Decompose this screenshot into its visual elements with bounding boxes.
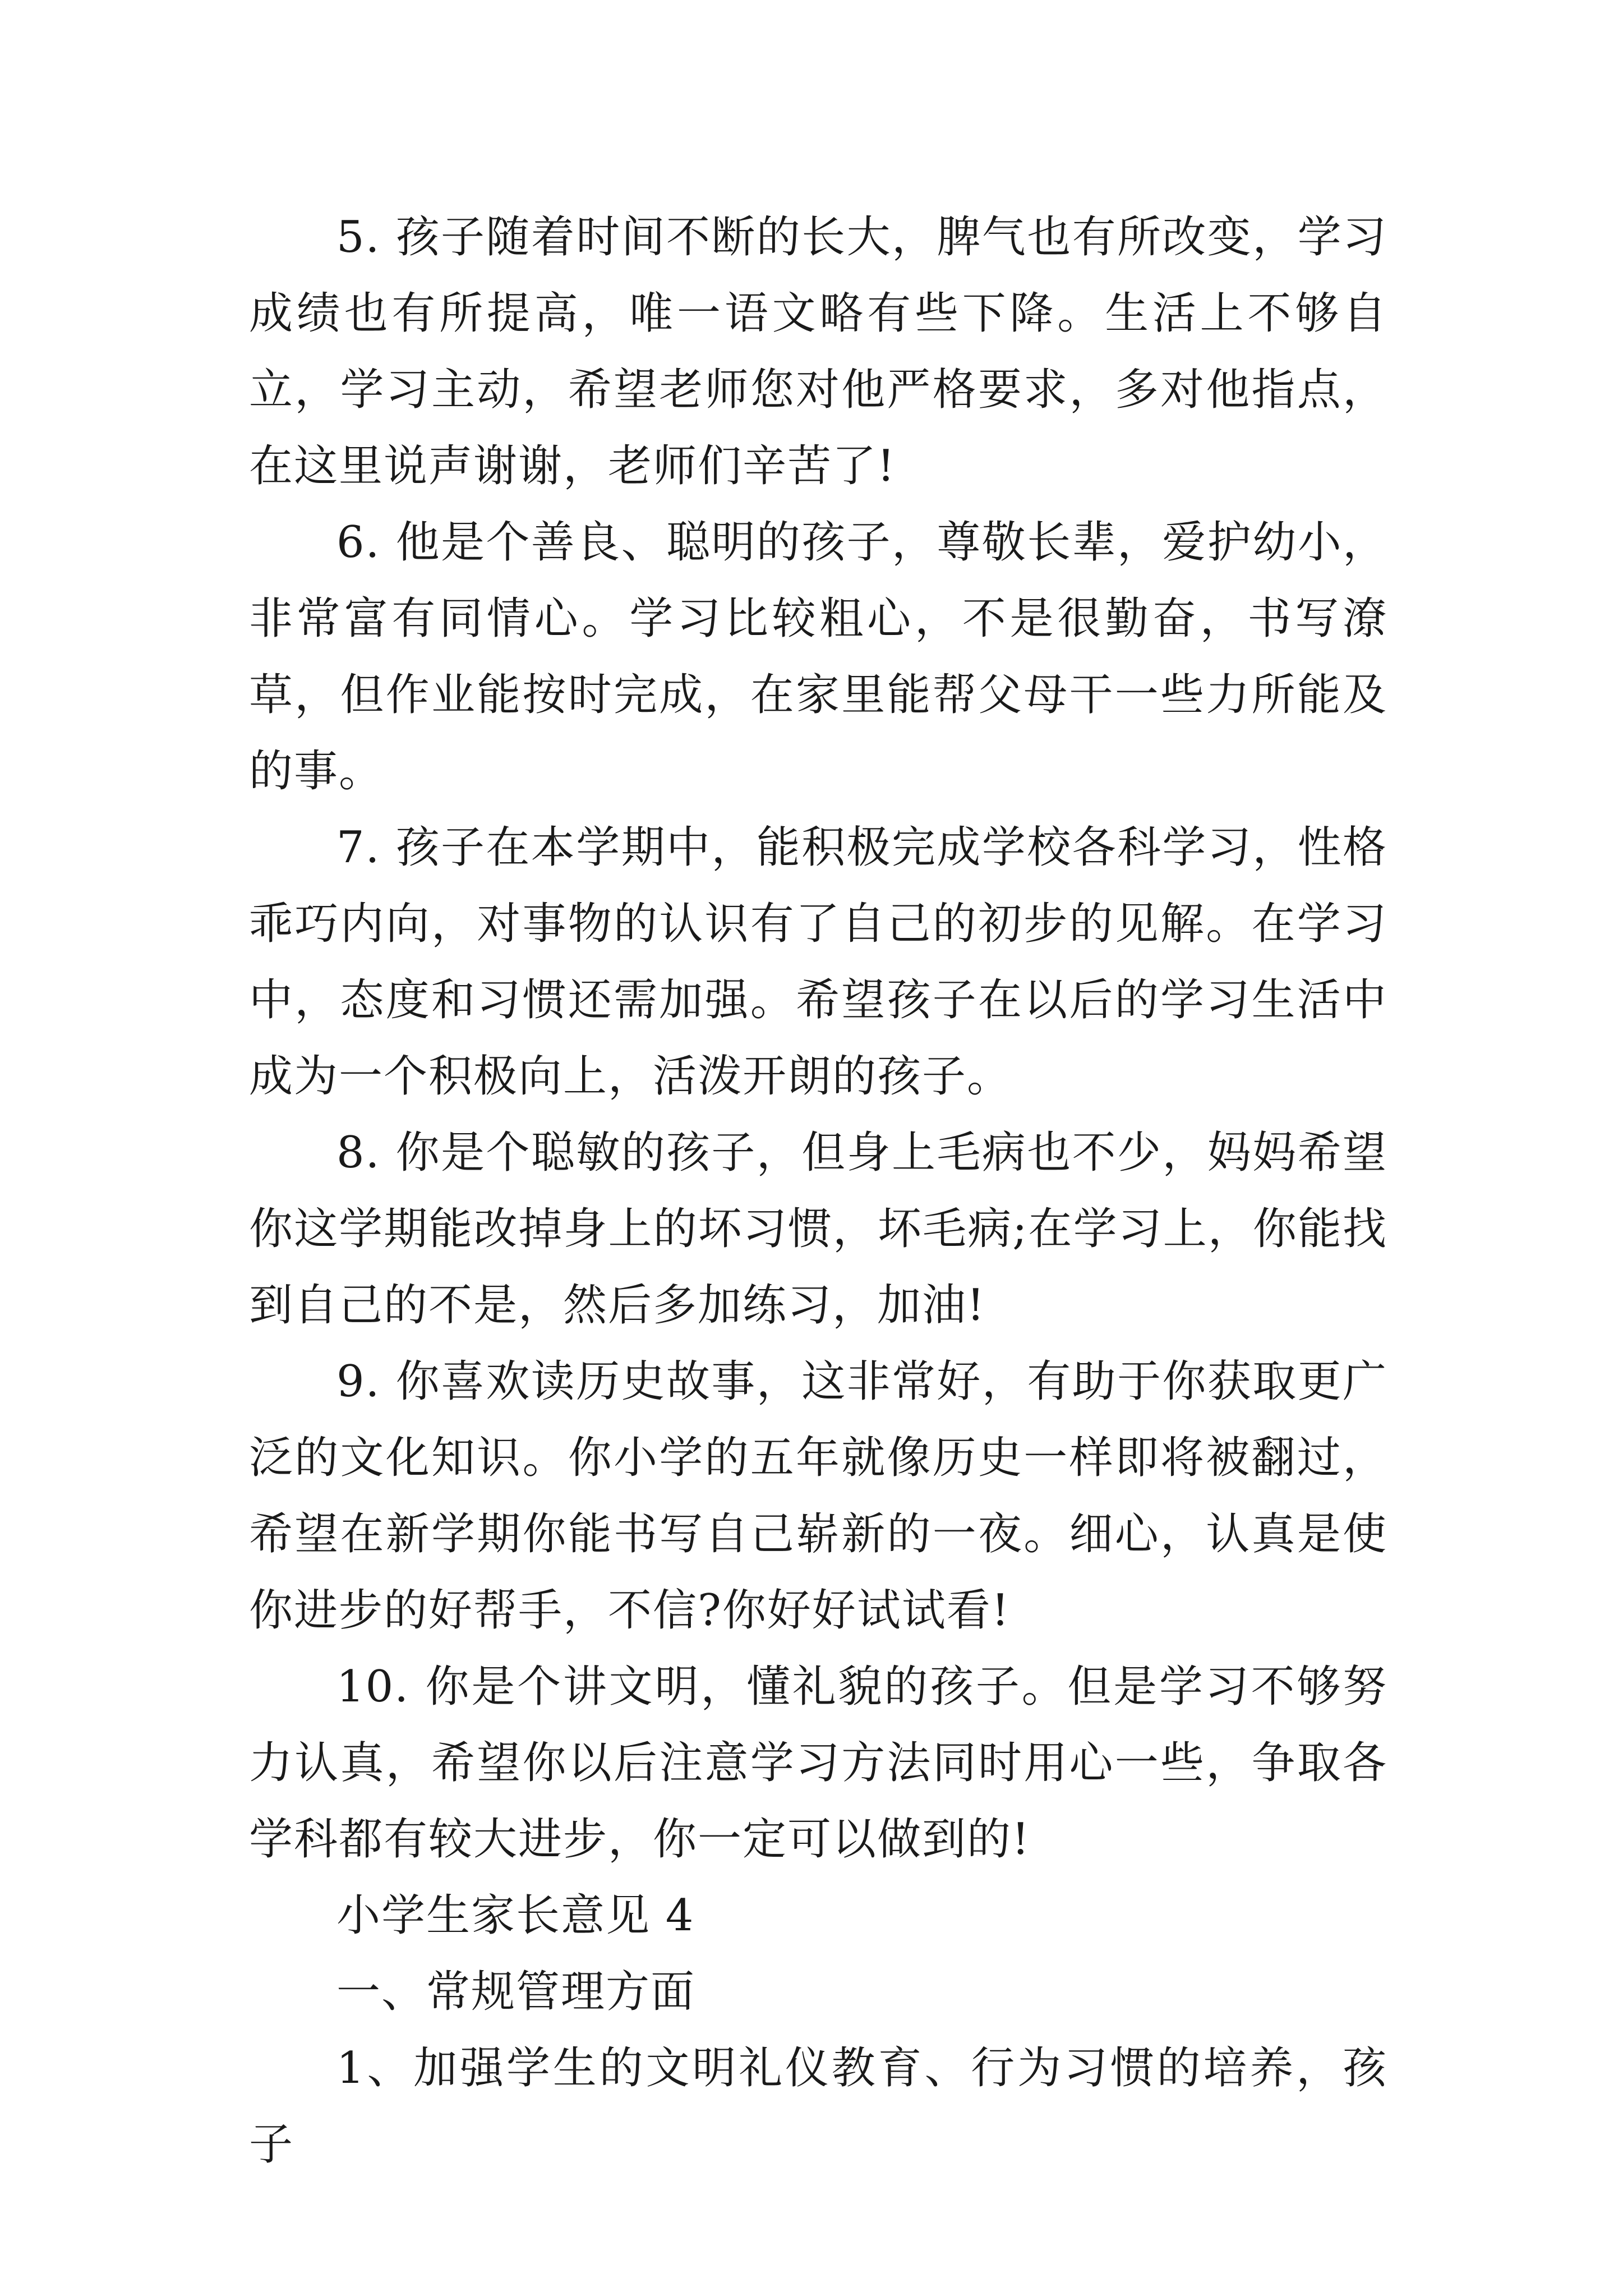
document-body [249, 199, 1387, 2183]
paragraph-item-10: 10. 你是个讲文明，懂礼貌的孩子。但是学习不够努力认真，希望你以后注意学习方法同时用心一些，争取各学科都有较大进步，你一定可以做到的! [249, 1662, 1387, 1865]
paragraph-item-8: 8. 你是个聪敏的孩子，但身上毛病也不少，妈妈希望你这学期能改掉身上的坏习惯，坏毛病;在学习上，你能找到自己的不是，然后多加练习，加油! [249, 1128, 1387, 1331]
paragraph-item-6: 6. 他是个善良、聪明的孩子，尊敬长辈，爱护幼小，非常富有同情心。学习比较粗心，不是很勤奋，书写潦草，但作业能按时完成，在家里能帮父母干一些力所能及的事。 [249, 517, 1387, 797]
paragraph-item-5: 5. 孩子随着时间不断的长大，脾气也有所改变，学习成绩也有所提高，唯一语文略有些下降。生活上不够自立，学习主动，希望老师您对他严格要求，多对他指点，在这里说声谢谢，老师们辛苦了! [249, 212, 1387, 491]
paragraph-item-7: 7. 孩子在本学期中，能积极完成学校各科学习，性格乖巧内向，对事物的认识有了自己的初步的见解。在学习中，态度和习惯还需加强。希望孩子在以后的学习生活中成为一个积极向上，活泼开朗的孩子。 [249, 822, 1387, 1102]
subsection-title: 一、常规管理方面 [336, 1967, 696, 2017]
paragraph-item-9: 9. 你喜欢读历史故事，这非常好，有助于你获取更广泛的文化知识。你小学的五年就像历史一样即将被翻过，希望在新学期你能书写自己崭新的一夜。细心，认真是使你进步的好帮手，不信?你好好试试看! [249, 1356, 1387, 1636]
section-title: 小学生家长意见 4 [336, 1890, 695, 1941]
paragraph-item-1: 1、加强学生的文明礼仪教育、行为习惯的培养，孩子 [249, 2043, 1387, 2170]
